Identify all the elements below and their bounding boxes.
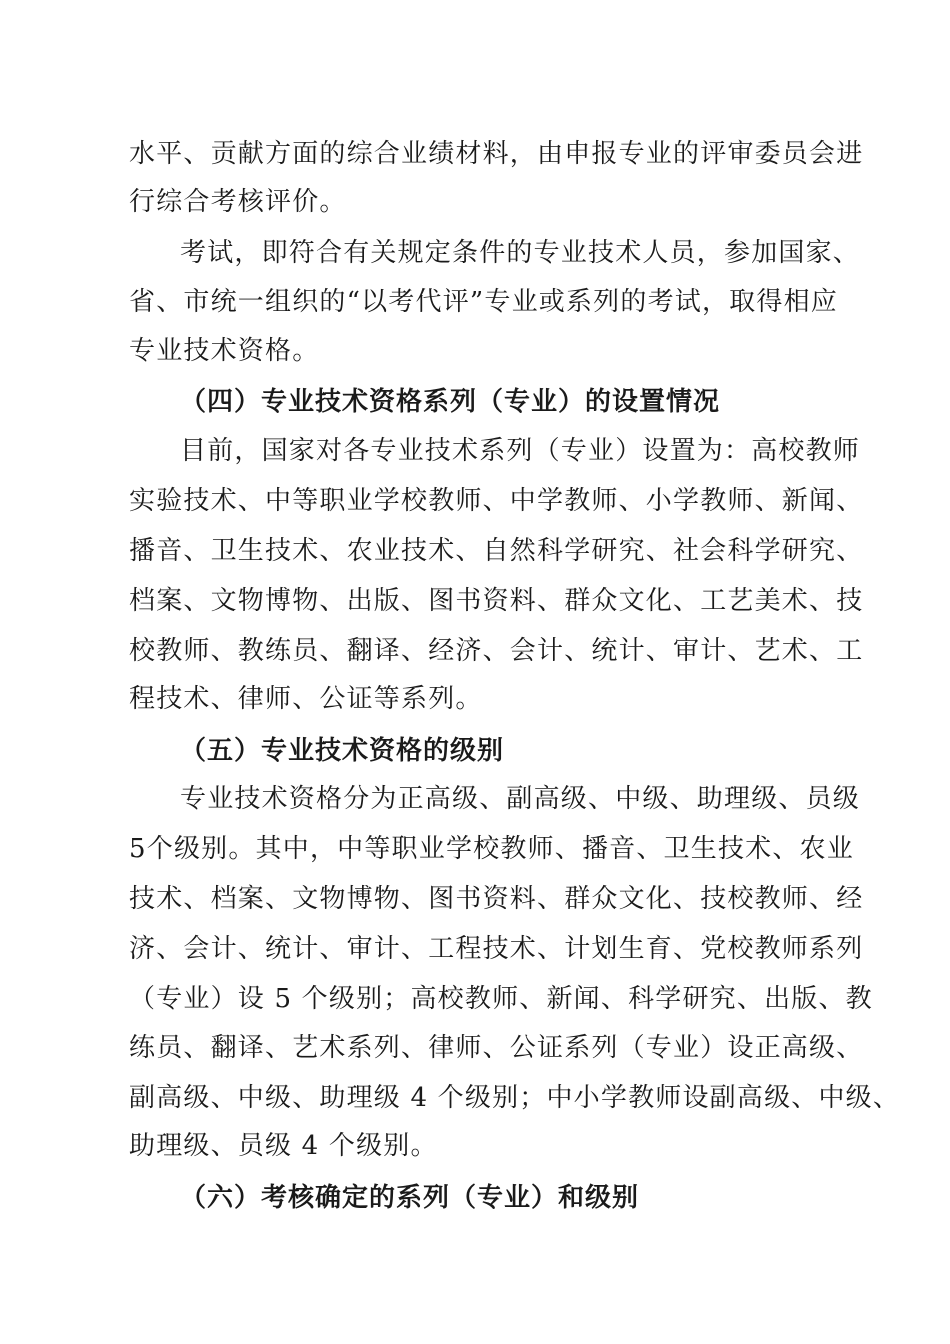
- paragraph-line: 济、会计、统计、审计、工程技术、计划生育、党校教师系列: [129, 934, 864, 964]
- paragraph-line: 行综合考核评价。: [129, 187, 347, 217]
- paragraph-line: 程技术、律师、公证等系列。: [129, 684, 483, 714]
- paragraph-line: 考试，即符合有关规定条件的专业技术人员，参加国家、: [180, 238, 861, 268]
- paragraph-line: 助理级、员级 4 个级别。: [129, 1131, 438, 1161]
- paragraph-line: 档案、文物博物、出版、图书资料、群众文化、工艺美术、技: [129, 586, 864, 616]
- paragraph-line: 练员、翻译、艺术系列、律师、公证系列（专业）设正高级、: [129, 1033, 864, 1063]
- paragraph-line: 水平、贡献方面的综合业绩材料，由申报专业的评审委员会进: [129, 139, 864, 169]
- paragraph-line: 校教师、教练员、翻译、经济、会计、统计、审计、艺术、工: [129, 636, 864, 666]
- paragraph-line: （专业）设 5 个级别；高校教师、新闻、科学研究、出版、教: [129, 984, 873, 1014]
- paragraph-line: 目前，国家对各专业技术系列（专业）设置为：高校教师: [180, 436, 861, 466]
- paragraph-line: 技术、档案、文物博物、图书资料、群众文化、技校教师、经: [129, 884, 864, 914]
- paragraph-line: 专业技术资格分为正高级、副高级、中级、助理级、员级: [180, 784, 861, 814]
- paragraph-line: 专业技术资格。: [129, 336, 320, 366]
- paragraph-line: 播音、卫生技术、农业技术、自然科学研究、社会科学研究、: [129, 536, 864, 566]
- section-heading-6: （六）考核确定的系列（专业）和级别: [180, 1183, 640, 1213]
- paragraph-line: 省、市统一组织的“以考代评”专业或系列的考试，取得相应: [129, 287, 838, 317]
- paragraph-line: 副高级、中级、助理级 4 个级别；中小学教师设副高级、中级、: [129, 1083, 901, 1113]
- paragraph-line: 5个级别。其中，中等职业学校教师、播音、卫生技术、农业: [129, 834, 854, 864]
- paragraph-line: 实验技术、中等职业学校教师、中学教师、小学教师、新闻、: [129, 486, 864, 516]
- section-heading-4: （四）专业技术资格系列（专业）的设置情况: [180, 387, 721, 417]
- section-heading-5: （五）专业技术资格的级别: [180, 736, 505, 766]
